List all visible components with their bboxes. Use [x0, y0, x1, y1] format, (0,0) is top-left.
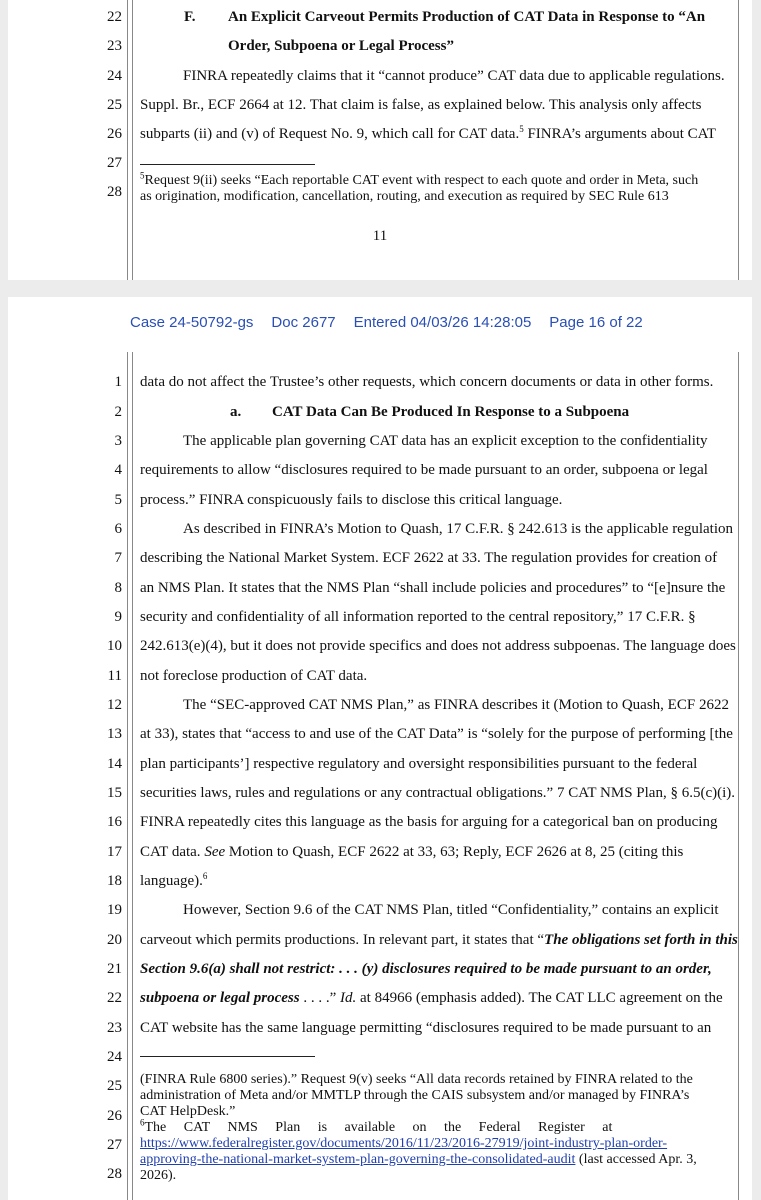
body-line: [140, 872, 727, 890]
case-header: [130, 314, 661, 331]
document-page-11: [8, 0, 752, 280]
line-number: 2: [114, 404, 122, 420]
line-number: 19: [107, 902, 122, 918]
footnote-5-continued-line3: CAT HelpDesk.”: [140, 1104, 236, 1119]
quoted-emphasis: The obligations set forth in this: [544, 932, 738, 948]
body-line: FINRA repeatedly claims that it “cannot produce” CAT data due to applicable regulations.: [183, 68, 725, 84]
footnote-separator: [140, 164, 315, 165]
quoted-emphasis-line: Section 9.6(a) shall not restrict: . . . (y) disclosures required to be made pursuant to an order,: [140, 961, 712, 977]
line-number: 26: [107, 126, 122, 142]
line-number: 9: [114, 609, 122, 625]
line-number: 11: [107, 668, 122, 684]
line-number: 24: [107, 68, 122, 84]
left-margin-rule-inner: [132, 352, 133, 1200]
body-text: at 84966 (emphasis added). The CAT LLC agreement on the: [356, 990, 723, 1006]
line-number: 15: [107, 785, 122, 801]
document-page-16: [8, 297, 752, 1200]
body-line: 242.613(e)(4), but it does not provide specifics and does not address subpoenas. The language does: [140, 638, 736, 654]
doc-number: Doc 2677: [271, 314, 336, 331]
line-number: 26: [107, 1108, 122, 1124]
footnote-5-line2: as origination, modification, cancellation, routing, and execution as required by SEC Rule 613: [140, 189, 669, 204]
body-text: CAT data.: [140, 844, 205, 860]
body-line: [140, 125, 727, 143]
page-number: 11: [372, 228, 388, 244]
subsection-number: a.: [230, 404, 242, 420]
left-margin-rule: [127, 352, 128, 1200]
line-number: 24: [107, 1049, 122, 1065]
body-line: security and confidentiality of all information reported to the central repository,” 17 C.F.R. §: [140, 609, 696, 625]
line-number: 3: [114, 433, 122, 449]
line-number: 25: [107, 97, 122, 113]
body-line: However, Section 9.6 of the CAT NMS Plan, titled “Confidentiality,” contains an explicit: [183, 902, 719, 918]
line-number: 12: [107, 697, 122, 713]
footnote-6-line2: [140, 1136, 727, 1152]
line-number: 6: [114, 521, 122, 537]
footnote-6-line4: 2026).: [140, 1168, 177, 1183]
line-number: 16: [107, 814, 122, 830]
case-number: Case 24-50792-gs: [130, 314, 254, 331]
footnote-6: [140, 1117, 727, 1136]
right-margin-rule: [738, 352, 739, 1200]
line-number: 8: [114, 580, 122, 596]
line-number: 20: [107, 932, 122, 948]
page-of: Page 16 of 22: [549, 314, 643, 331]
body-line: [140, 843, 727, 861]
body-line: an NMS Plan. It states that the NMS Plan “shall include policies and procedures” to “[e]nsure the: [140, 580, 726, 596]
section-title-cont: Order, Subpoena or Legal Process”: [228, 38, 454, 54]
subsection-title: CAT Data Can Be Produced In Response to a Subpoena: [272, 404, 630, 420]
body-line: The applicable plan governing CAT data has an explicit exception to the confidentiality: [183, 433, 708, 449]
line-number: 17: [107, 844, 122, 860]
footnote-mark: 5: [140, 170, 145, 181]
line-number: 10: [107, 638, 122, 654]
body-line: [140, 931, 738, 949]
signal-see: See: [204, 844, 226, 860]
line-number: 14: [107, 756, 122, 772]
line-number: 27: [107, 1137, 122, 1153]
footnote-mark: 6: [140, 1117, 145, 1128]
line-number: 27: [107, 155, 122, 171]
body-line: [140, 989, 727, 1007]
line-number: 7: [114, 550, 122, 566]
section-heading-f: [140, 8, 727, 26]
body-line: data do not affect the Trustee’s other requests, which concern documents or data in other forms.: [140, 374, 714, 390]
footnote-text: Request 9(ii) seeks “Each reportable CAT event with respect to each quote and order in Meta, such: [144, 173, 699, 188]
body-text: Motion to Quash, ECF 2622 at 33, 63; Reply, ECF 2626 at 8, 25 (citing this: [225, 844, 684, 860]
body-line: As described in FINRA’s Motion to Quash, 17 C.F.R. § 242.613 is the applicable regulation: [183, 521, 734, 537]
body-line: requirements to allow “disclosures required to be made pursuant to an order, subpoena or legal: [140, 462, 708, 478]
footnote-text: (last accessed Apr. 3,: [575, 1152, 697, 1167]
body-line: not foreclose production of CAT data.: [140, 668, 368, 684]
line-number: 5: [114, 492, 122, 508]
federal-register-link-cont[interactable]: approving-the-national-market-system-plan-governing-the-consolidated-audit: [140, 1152, 576, 1167]
body-text: . . . .”: [299, 990, 341, 1006]
body-line: process.” FINRA conspicuously fails to disclose this critical language.: [140, 492, 563, 508]
quoted-emphasis: subpoena or legal process: [140, 990, 300, 1006]
line-number: 28: [107, 1166, 122, 1182]
body-line: plan participants’] respective regulatory and oversight responsibilities pursuant to the federal: [140, 756, 698, 772]
line-number: 18: [107, 873, 122, 889]
federal-register-link[interactable]: https://www.federalregister.gov/documents/2016/11/23/2016-27919/joint-industry-plan-order-: [140, 1136, 668, 1151]
body-text: language).: [140, 873, 203, 889]
line-number: 1: [114, 374, 122, 390]
footnote-text: The CAT NMS Plan is available on the Federal Register at: [144, 1120, 613, 1135]
body-line: describing the National Market System. ECF 2622 at 33. The regulation provides for creation of: [140, 550, 718, 566]
line-number: 22: [107, 9, 122, 25]
footnote-5: [140, 170, 727, 189]
line-number: 4: [114, 462, 122, 478]
body-text: carveout which permits productions. In relevant part, it states that “: [140, 932, 545, 948]
footnote-6-line3: [140, 1152, 727, 1168]
section-number: F.: [184, 9, 196, 25]
line-number: 28: [107, 184, 122, 200]
line-number: 13: [107, 726, 122, 742]
body-text: FINRA’s arguments about CAT: [523, 126, 716, 142]
footnote-ref: 6: [202, 871, 208, 881]
body-line: Suppl. Br., ECF 2664 at 12. That claim is false, as explained below. This analysis only affects: [140, 97, 702, 113]
line-number: 23: [107, 1020, 122, 1036]
footnote-separator: [140, 1056, 315, 1057]
body-line: CAT website has the same language permitting “disclosures required to be made pursuant to an: [140, 1020, 712, 1036]
body-text: subparts (ii) and (v) of Request No. 9, which call for CAT data.: [140, 126, 520, 142]
footnote-5-continued: (FINRA Rule 6800 series).” Request 9(v) seeks “All data records retained by FINRA related to the: [140, 1072, 693, 1087]
line-number: 23: [107, 38, 122, 54]
footnote-ref: 5: [519, 124, 524, 134]
line-number: 22: [107, 990, 122, 1006]
subsection-heading-a: [140, 403, 727, 421]
body-line: FINRA repeatedly cites this language as the basis for arguing for a categorical ban on producing: [140, 814, 718, 830]
citation-id: Id.: [340, 990, 357, 1006]
entered-date: Entered 04/03/26 14:28:05: [353, 314, 532, 331]
body-line: at 33), states that “access to and use of the CAT Data” is “solely for the purpose of performing [the: [140, 726, 733, 742]
body-line: The “SEC-approved CAT NMS Plan,” as FINRA describes it (Motion to Quash, ECF 2622: [183, 697, 729, 713]
line-number: 21: [107, 961, 122, 977]
line-number: 25: [107, 1078, 122, 1094]
section-title: An Explicit Carveout Permits Production of CAT Data in Response to “An: [228, 9, 706, 25]
body-line: securities laws, rules and regulations or any contractual obligations.” 7 CAT NMS Plan, § 6.5(c)(i).: [140, 785, 736, 801]
footnote-5-continued-line2: administration of Meta and/or MMTLP through the CAIS subsystem and/or managed by FINRA’s: [140, 1088, 690, 1103]
